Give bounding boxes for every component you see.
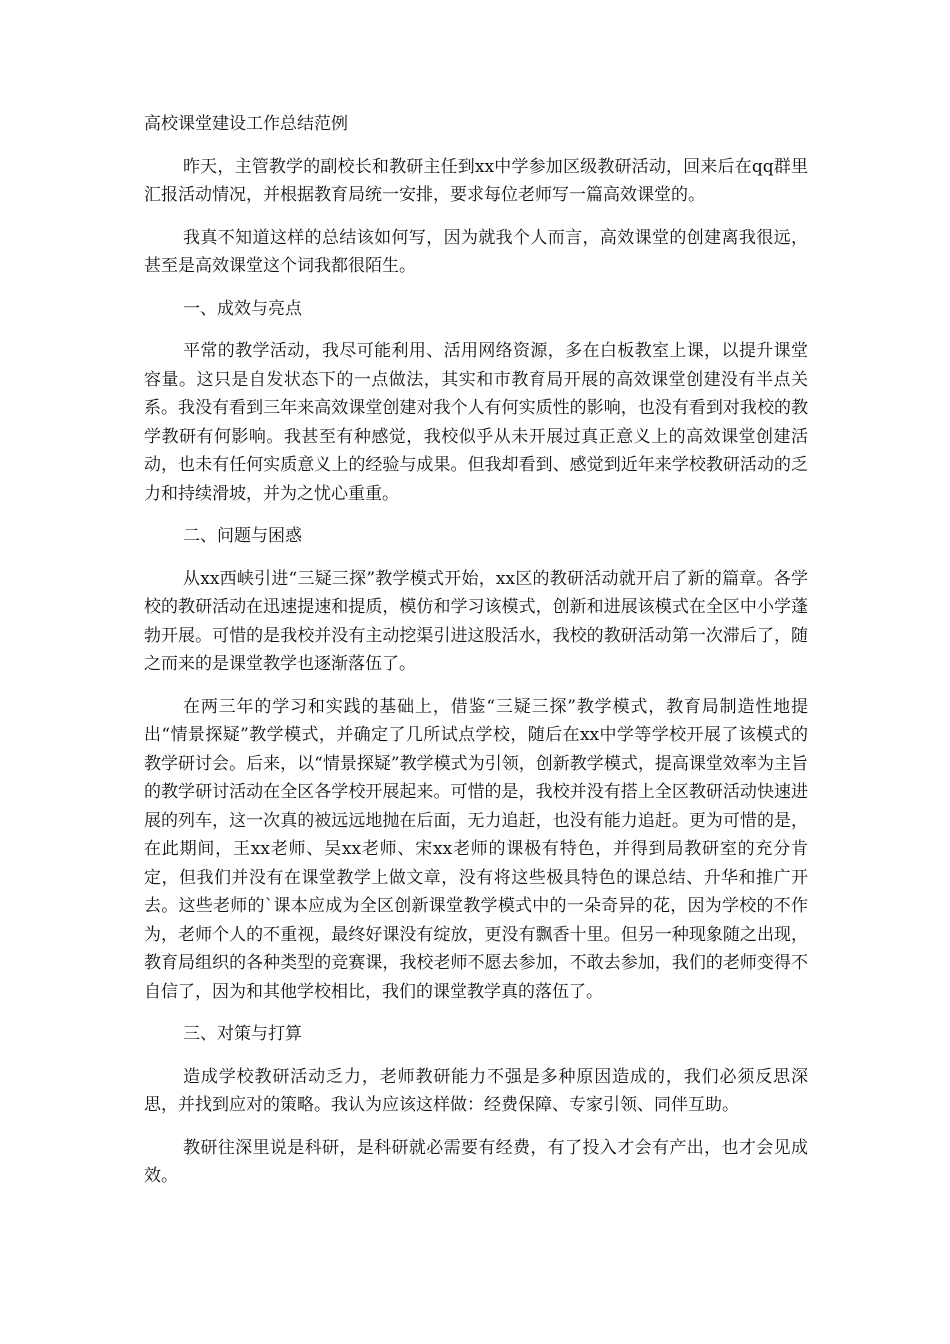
paragraph: 我真不知道这样的总结该如何写，因为就我个人而言，高效课堂的创建离我很远，甚至是高效课堂这个词我都很陌生。 xyxy=(144,227,808,276)
document-title: 高校课堂建设工作总结范例 xyxy=(144,114,348,134)
paragraph: 造成学校教研活动乏力，老师教研能力不强是多种原因造成的，我们必须反思深思，并找到应对的策略。我认为应该这样做：经费保障、专家引领、同伴互助。 xyxy=(144,1066,808,1115)
paragraph: 平常的教学活动，我尽可能利用、活用网络资源，多在白板教室上课，以提升课堂容量。这只是自发状态下的一点做法，其实和市教育局开展的高效课堂创建没有半点关系。我没有看到三年来高效课堂创建对我个人有何实质性的影响，也没有看到对我校的教学教研有何影响。我甚至有种感觉，我校似乎从未开展过真正意义上的高效课堂创建活动，也未有任何实质意义上的经验与成果。但我却看到、感觉到近年来学校教研活动的乏力和持续滑坡，并为之忧心重重。 xyxy=(144,341,808,504)
paragraph: 从xx西峡引进“三疑三探”教学模式开始，xx区的教研活动就开启了新的篇章。各学校的教研活动在迅速提速和提质，模仿和学习该模式，创新和进展该模式在全区中小学蓬勃开展。可惜的是我校并没有主动挖渠引进这股活水，我校的教研活动第一次滞后了，随之而来的是课堂教学也逐渐落伍了。 xyxy=(144,568,808,674)
section-heading: 二、问题与困惑 xyxy=(183,526,302,546)
section-heading: 三、对策与打算 xyxy=(183,1024,302,1044)
document-body xyxy=(144,110,808,1205)
paragraph: 在两三年的学习和实践的基础上，借鉴“三疑三探”教学模式，教育局制造性地提出“情景探疑”教学模式，并确定了几所试点学校，随后在xx中学等学校开展了该模式的教学研讨会。后来，以“情景探疑”教学模式为引领，创新教学模式，提高课堂效率为主旨的教学研讨活动在全区各学校开展起来。可惜的是，我校并没有搭上全区教研活动快速进展的列车，这一次真的被远远地抛在后面，无力追赶，也没有能力追赶。更为可惜的是，在此期间，王xx老师、吴xx老师、宋xx老师的课极有特色，并得到局教研室的充分肯定，但我们并没有在课堂教学上做文章，没有将这些极具特色的课总结、升华和推广开去。这些老师的`课本应成为全区创新课堂教学模式中的一朵奇异的花，因为学校的不作为，老师个人的不重视，最终好课没有绽放，更没有飘香十里。但另一种现象随之出现，教育局组织的各种类型的竞赛课，我校老师不愿去参加，不敢去参加，我们的老师变得不自信了，因为和其他学校相比，我们的课堂教学真的落伍了。 xyxy=(144,696,808,1002)
paragraph: 昨天，主管教学的副校长和教研主任到xx中学参加区级教研活动，回来后在qq群里汇报活动情况，并根据教育局统一安排，要求每位老师写一篇高效课堂的。 xyxy=(144,156,808,205)
paragraph: 教研往深里说是科研，是科研就必需要有经费，有了投入才会有产出，也才会见成效。 xyxy=(144,1137,808,1186)
section-heading: 一、成效与亮点 xyxy=(183,298,302,319)
